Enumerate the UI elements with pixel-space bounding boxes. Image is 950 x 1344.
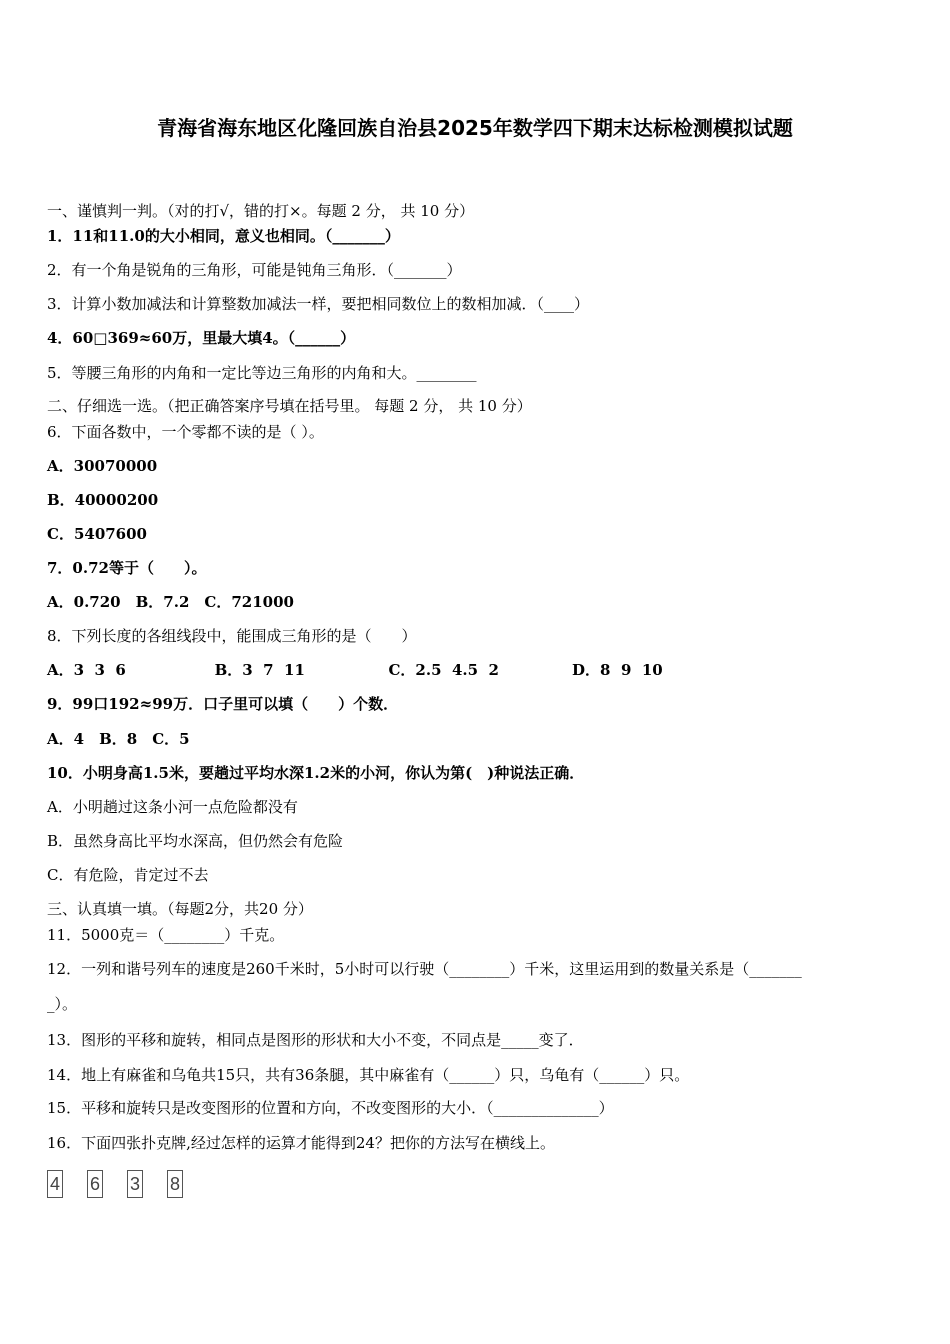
- question-16: 16．下面四张扑克牌,经过怎样的运算才能得到24？把你的方法写在横线上。: [47, 1134, 555, 1152]
- poker-card: 8: [167, 1170, 183, 1198]
- question-2: 2．有一个角是锐角的三角形，可能是钝角三角形．（_______）: [47, 261, 462, 279]
- poker-card: 3: [127, 1170, 143, 1198]
- poker-card: 6: [87, 1170, 103, 1198]
- question-3: 3．计算小数加减法和计算整数加减法一样，要把相同数位上的数相加减．（____）: [47, 295, 590, 313]
- question-5: 5．等腰三角形的内角和一定比等边三角形的内角和大。________: [47, 364, 477, 382]
- question-8: 8．下列长度的各组线段中，能围成三角形的是（ ）: [47, 627, 417, 645]
- question-9: 9．99口192≈99万．口子里可以填（ ）个数．: [47, 695, 399, 713]
- question-14: 14．地上有麻雀和乌龟共15只，共有36条腿，其中麻雀有（______）只，乌龟有（______）只。: [47, 1066, 690, 1084]
- section-heading-2: 二、仔细选一选。（把正确答案序号填在括号里。 每题 2 分， 共 10 分）: [47, 397, 532, 415]
- page-title: 青海省海东地区化隆回族自治县2025年数学四下期末达标检测模拟试题: [157, 116, 793, 140]
- option-10b: B．虽然身高比平均水深高，但仍然会有危险: [47, 832, 344, 850]
- poker-card: 4: [47, 1170, 63, 1198]
- question-1: 1．11和11.0的大小相同，意义也相同。（_______）: [47, 227, 400, 245]
- options-7: A．0.720 B．7.2 C．721000: [47, 593, 294, 611]
- question-10: 10．小明身高1.5米，要趟过平均水深1.2米的小河，你认为第( )种说法正确．: [47, 764, 585, 782]
- poker-cards: [47, 1170, 183, 1198]
- question-12-continued: _）。: [47, 995, 78, 1013]
- options-8: A．3 3 6 B．3 7 11 C．2.5 4.5 2 D．8 9 10: [47, 661, 663, 679]
- option-6a: A．30070000: [47, 457, 158, 475]
- question-7: 7．0.72等于（ ）。: [47, 559, 207, 577]
- question-11: 11．5000克＝（________）千克。: [47, 926, 285, 944]
- question-4: 4．60□369≈60万，里最大填4。（______）: [47, 329, 356, 347]
- question-12: 12．一列和谐号列车的速度是260千米时，5小时可以行驶（________）千米，这里运用到的数量关系是（_______: [47, 960, 802, 978]
- option-6b: B．40000200: [47, 491, 159, 509]
- section-heading-3: 三、认真填一填。（每题2分，共20 分）: [47, 900, 313, 918]
- option-10a: A．小明趟过这条小河一点危险都没有: [47, 798, 298, 816]
- question-13: 13．图形的平移和旋转，相同点是图形的形状和大小不变，不同点是_____变了．: [47, 1031, 584, 1049]
- option-10c: C．有危险，肯定过不去: [47, 866, 209, 884]
- option-6c: C．5407600: [47, 525, 147, 543]
- options-9: A．4 B．8 C．5: [47, 730, 190, 748]
- question-15: 15．平移和旋转只是改变图形的位置和方向，不改变图形的大小．（______________）: [47, 1099, 614, 1117]
- section-heading-1: 一、谨慎判一判。（对的打√，错的打×。每题 2 分， 共 10 分）: [47, 202, 475, 220]
- question-6: 6．下面各数中，一个零都不读的是（ ）。: [47, 423, 324, 441]
